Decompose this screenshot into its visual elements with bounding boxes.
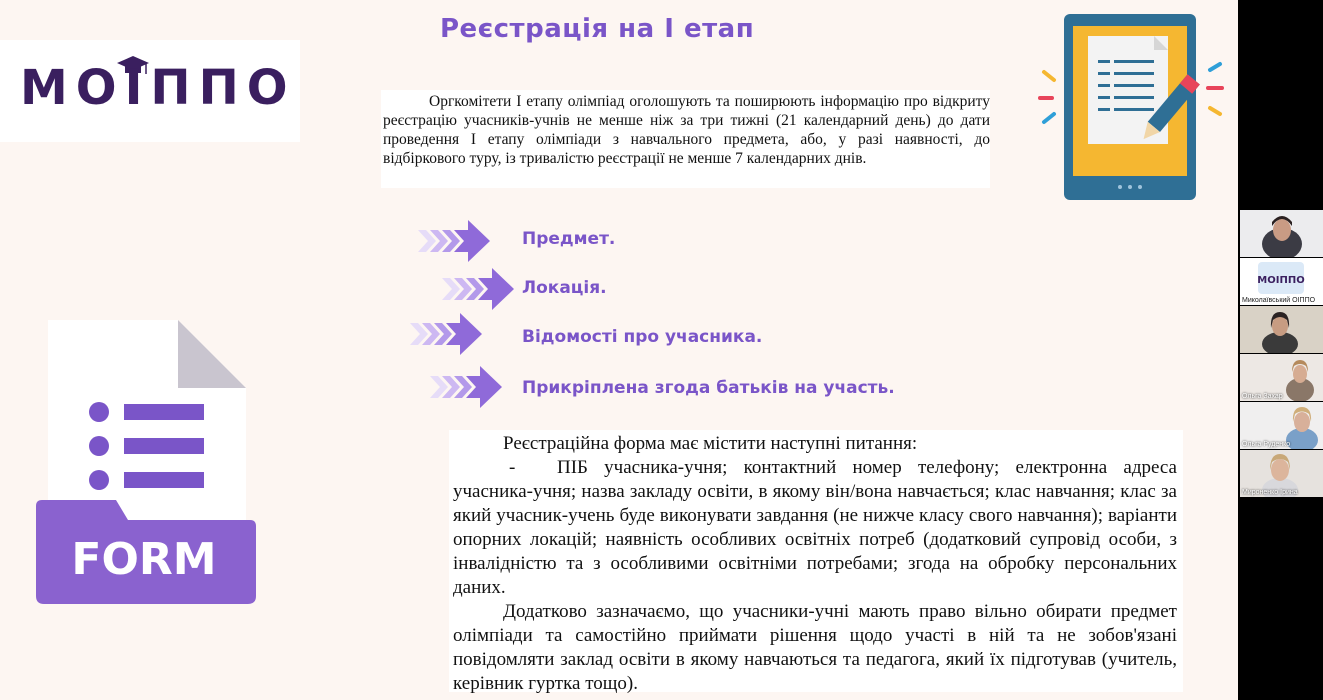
logo-text: МОІППО — [20, 60, 296, 116]
logo — [0, 40, 300, 142]
participant-video — [1240, 306, 1323, 353]
intro-paragraph — [381, 90, 990, 188]
participant-tile[interactable] — [1240, 402, 1323, 449]
chevron-arrows-icon — [418, 220, 490, 262]
form-note: Додатково зазначаємо, що учасники-учні мають право вільно обирати предмет олімпіади та самостійно приймати рішення щодо участі в ній та не зобов'язані повідомляти заклад освіти в якому навчаються та педагога, який їх підготував (учитель, керівник гуртка тощо). — [453, 601, 1177, 694]
form-heading: Реєстраційна форма має містити наступні питання: — [503, 433, 918, 454]
form-item: ПІБ учасника-учня; контактний номер телефону; електронна адреса учасника-учня; назва закладу освіти, в якому він/вона навчається; клас навчання; клас за який учасник-учень буде виконувати завдання (не нижче класу свого навчання); варіанти опорних локацій; наявність особливих освітніх потреб (додатковий супровід особи, з інвалідністю та з особливими освітніми потребами; згода на обробку персональних даних. — [453, 457, 1177, 598]
chevron-arrows-icon — [442, 268, 514, 310]
form-document-icon — [36, 320, 256, 604]
participant-tile[interactable] — [1240, 306, 1323, 353]
participant-name: Мироненко Ірина — [1242, 489, 1298, 496]
participant-tile[interactable] — [1240, 258, 1323, 305]
participant-tile[interactable] — [1240, 354, 1323, 401]
intro-text: Оргкомітети І етапу олімпіад оголошують та поширюють інформацію про відкриту реєстрацію учасників-учнів не менше ніж за три тижні (21 календарний день) до дати проведення І етапу олімпіади з навчального предмета, або, у разі наявності, до відбіркового туру, із тривалістю реєстрації не менше 7 календарних днів. — [383, 93, 990, 167]
participant-video — [1240, 210, 1323, 257]
participant-tile[interactable] — [1240, 450, 1323, 497]
bullet-parental-consent: Прикріплена згода батьків на участь. — [522, 378, 895, 398]
tablet-document-pencil-icon — [1038, 10, 1228, 205]
form-icon-label: FORM — [71, 534, 217, 585]
list-dash: - — [509, 457, 516, 478]
participant-name: Ольга Захар — [1242, 393, 1283, 400]
chevron-arrows-icon — [410, 313, 482, 355]
slide-title: Реєстрація на І етап — [440, 14, 755, 44]
participant-name: Миколаївський ОІППО — [1242, 297, 1316, 304]
chevron-arrows-icon — [430, 366, 502, 408]
participant-logo-text: МОІППО — [1257, 275, 1305, 286]
bullet-location: Локація. — [522, 278, 607, 298]
bullet-subject: Предмет. — [522, 229, 616, 249]
participant-tile[interactable] — [1240, 210, 1323, 257]
form-requirements — [449, 430, 1183, 692]
bullet-participant-info: Відомості про учасника. — [522, 327, 763, 347]
participant-name: Ольга Руденко — [1242, 441, 1291, 448]
